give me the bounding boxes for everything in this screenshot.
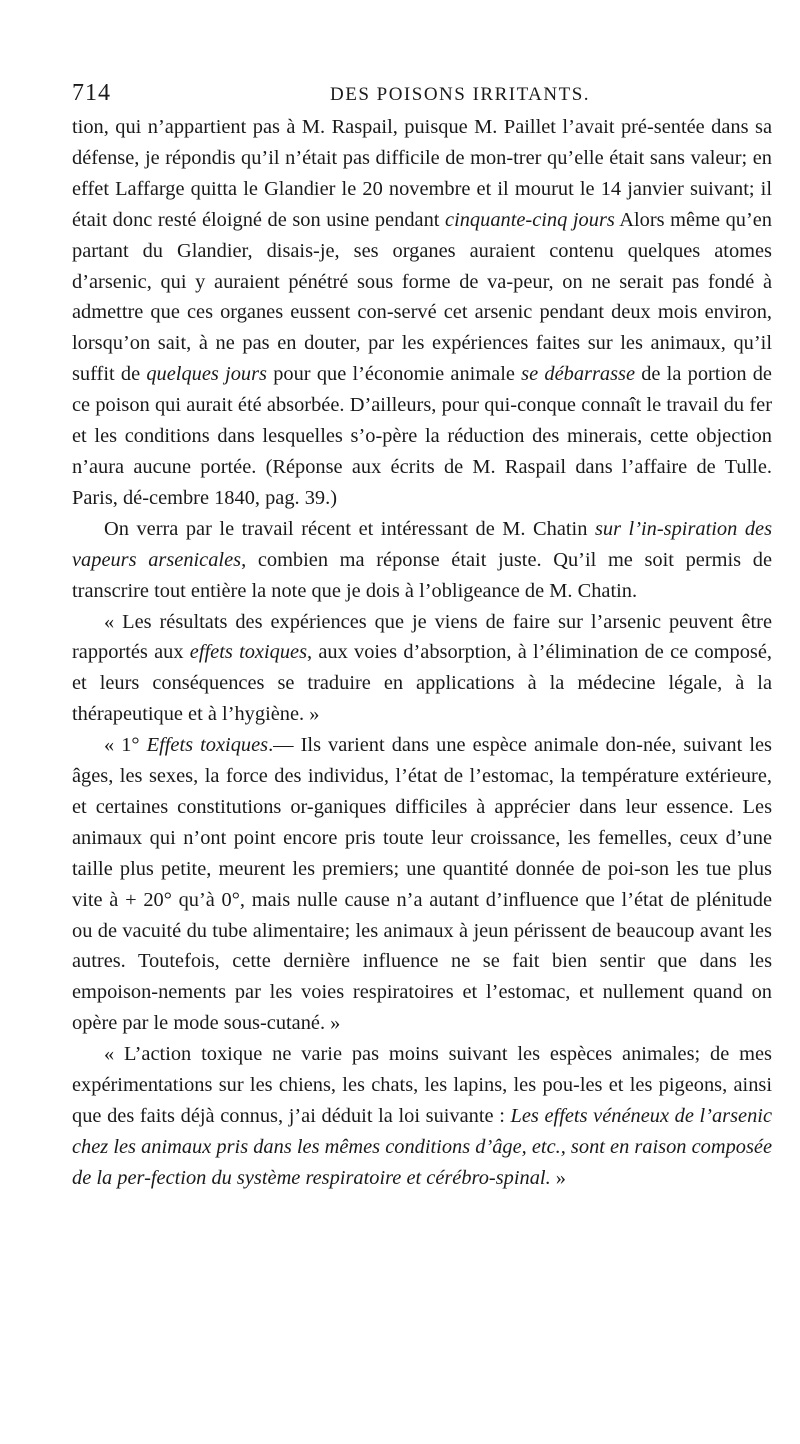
running-title: DES POISONS IRRITANTS. [330, 84, 591, 105]
text-run: de la portion de ce poison qui aurait été absorbée. D’ailleurs, pour qui-conque connaît le travail du fer et les conditions dans lesquelles s’o-père la réduction des minerais, cette objection n’aura aucune portée. (Réponse aux écrits de M. Raspail dans l’affaire de Tulle. Paris, dé-cembre 1840, pag. 39.) [72, 363, 772, 509]
text-run: » [550, 1166, 566, 1189]
paragraph-3 [72, 607, 772, 731]
italic-text: Effets toxiques [146, 734, 269, 757]
page-header [72, 80, 772, 112]
text-run: « Les résultats des expériences que je viens de faire sur l’arsenic peuvent être rapportés aux [72, 610, 772, 664]
italic-text: effets toxiques [189, 641, 308, 664]
italic-text: quelques jours [146, 363, 267, 386]
italic-text: sur l’in-spiration des vapeurs arsenicales [72, 517, 772, 571]
text-run: Alors même qu’en partant du Glandier, disais-je, ses organes auraient contenu quelques atomes d’arsenic, qui y auraient pénétré sous forme de va-peur, on ne serait pas fondé à admettre que ces organes eussent con-servé cet arsenic pendant deux mois environ, lorsqu’on sait, à ne pas en douter, par les expériences faites sur les animaux, qu’il suffit de [72, 208, 772, 386]
italic-text: cinquante-cinq jours [445, 208, 615, 231]
paragraph-1 [72, 112, 772, 514]
paragraph-2 [72, 514, 772, 607]
text-run: tion, qui n’appartient pas à M. Raspail, puisque M. Paillet l’avait pré-sentée dans sa défense, je répondis qu’il n’était pas difficile de mon-trer qu’elle était sans valeur; en effet Laffarge quitta le Glandier le 20 novembre et il mourut le 14 janvier suivant; il était donc resté éloigné de son usine pendant [72, 116, 772, 231]
text-run: « 1° [104, 734, 147, 757]
body-text [72, 112, 772, 1194]
text-run: On verra par le travail récent et intéressant de M. Chatin [104, 517, 595, 540]
italic-text: Les effets vénéneux de l’arsenic chez les animaux pris dans les mêmes conditions d’âge, etc., sont en raison composée de la per-fection du système respiratoire et cérébro-spinal. [72, 1105, 772, 1189]
text-run: , combien ma réponse était juste. Qu’il me soit permis de transcrire tout entière la note que je dois à l’obligeance de M. Chatin. [72, 548, 772, 602]
text-run: .— Ils varient dans une espèce animale don-née, suivant les âges, les sexes, la force des individus, l’état de l’estomac, la température extérieure, et certaines constitutions or-ganiques difficiles à apprécier dans leur essence. Les animaux qui n’ont point encore pris toute leur croissance, les femelles, ceux d’une taille plus petite, meurent les premiers; une quantité donnée de poi-son les tue plus vite à + 20° qu’à 0°, mais nulle cause n’a autant d’influence que l’état de plénitude ou de vacuité du tube alimentaire; les animaux à jeun périssent de beaucoup avant les autres. Toutefois, cette dernière influence ne se fait bien sentir que dans les empoison-nements par les voies respiratoires et l’estomac, et nullement quand on opère par le mode sous-cutané. » [72, 734, 772, 1035]
italic-text: se débarrasse [521, 363, 635, 386]
text-run: pour que l’économie animale [267, 363, 522, 386]
paragraph-5 [72, 1039, 772, 1194]
text-run: , aux voies d’absorption, à l’élimination de ce composé, et leurs conséquences se traduire en applications à la médecine légale, à la thérapeutique et à l’hygiène. » [72, 641, 772, 726]
page-number: 714 [72, 80, 111, 106]
paragraph-4 [72, 730, 772, 1039]
text-run: « L’action toxique ne varie pas moins suivant les espèces animales; de mes expérimentations sur les chiens, les chats, les lapins, les pou-les et les pigeons, ainsi que des faits déjà connus, j’ai déduit la loi suivante : [72, 1043, 772, 1127]
